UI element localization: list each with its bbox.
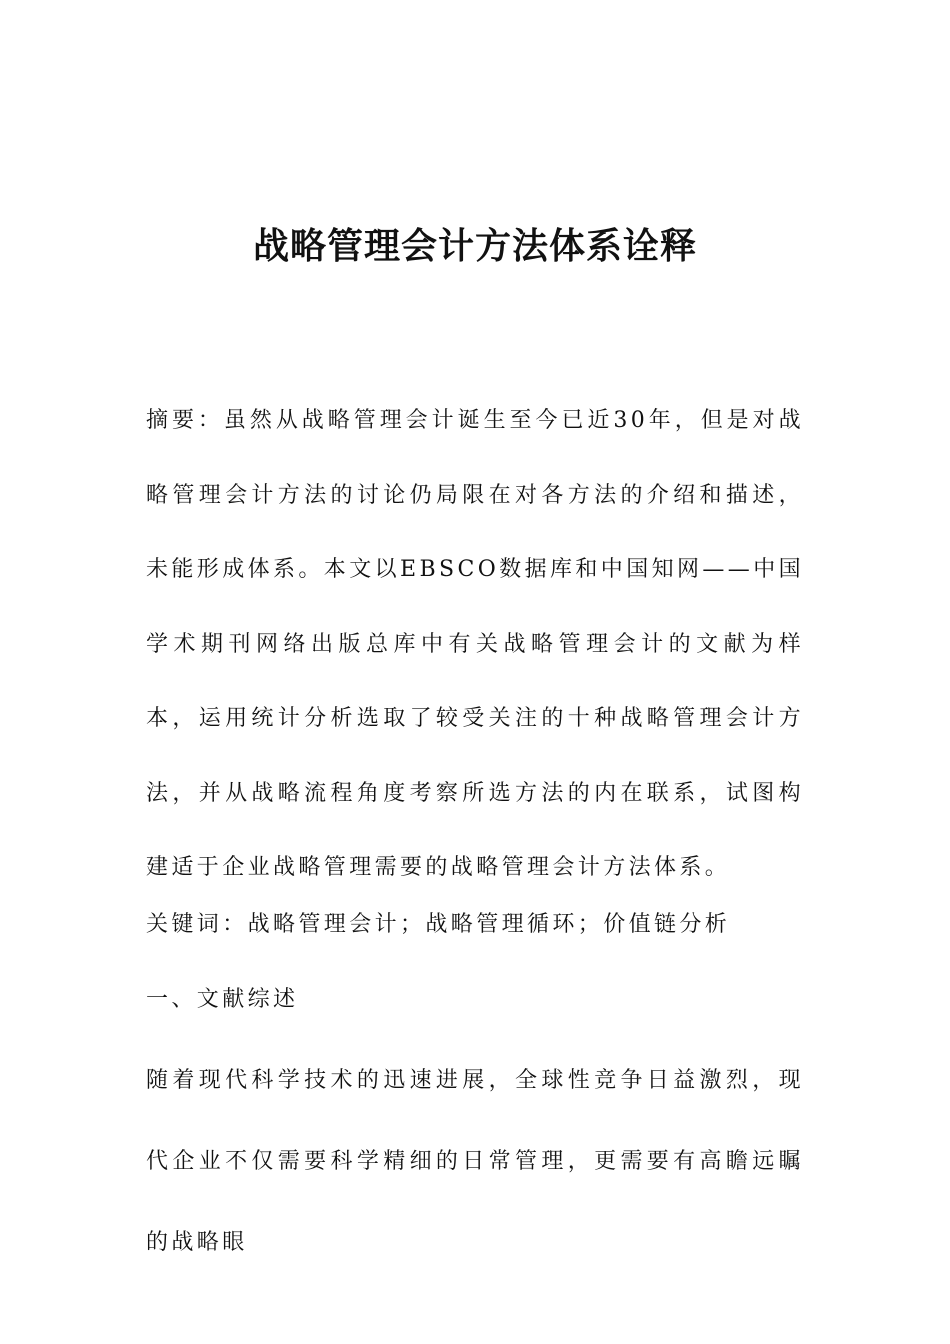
- body-paragraph: 随着现代科学技术的迅速进展，全球性竞争日益激烈，现代企业不仅需要科学精细的日常管理，更需要有高瞻远瞩的战略眼: [146, 1068, 804, 1255]
- abstract-text: 摘要：虽然从战略管理会计诞生至今已近30年，但是对战略管理会计方法的讨论仍局限在对各方法的介绍和描述，未能形成体系。本文以EBSCO数据库和中国知网——中国学术期刊网络出版总库中有关战略管理会计的文献为样本，运用统计分析选取了较受关注的十种战略管理会计方法，并从战略流程角度考察所选方法的内在联系，试图构建适于企业战略管理需要的战略管理会计方法体系。: [146, 408, 804, 880]
- keywords-text: 关键词：战略管理会计；战略管理循环；价值链分析: [146, 912, 731, 937]
- document-title: 战略管理会计方法体系诠释: [252, 226, 697, 267]
- section-heading: 一、文献综述: [146, 987, 299, 1012]
